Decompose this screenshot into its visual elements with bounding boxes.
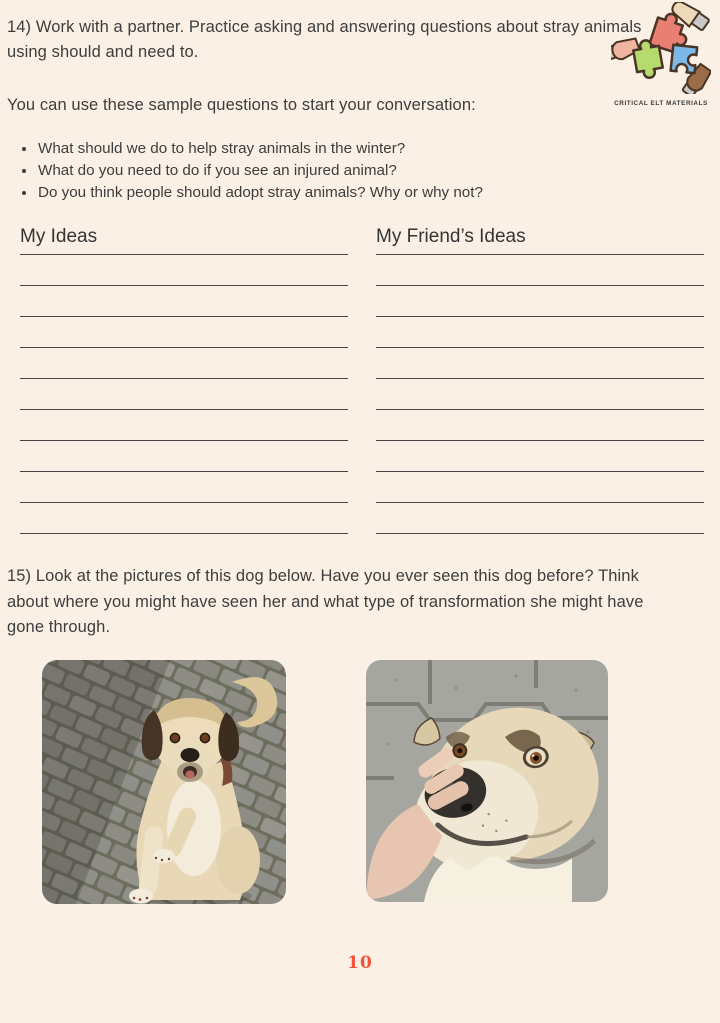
writing-line	[376, 255, 704, 286]
writing-line	[20, 317, 348, 348]
dog-photo-closeup	[366, 660, 608, 902]
friends-ideas-column	[376, 227, 704, 534]
writing-line	[376, 410, 704, 441]
writing-line	[20, 286, 348, 317]
writing-line	[20, 441, 348, 472]
writing-line	[376, 472, 704, 503]
writing-line	[376, 317, 704, 348]
writing-line	[20, 503, 348, 534]
writing-line	[376, 441, 704, 472]
my-ideas-lines	[20, 255, 348, 534]
task14-intro: You can use these sample questions to start your conversation:	[7, 95, 476, 114]
sample-questions-list	[7, 138, 720, 204]
brand-logo-caption: CRITICAL ELT MATERIALS	[614, 100, 708, 107]
writing-line	[376, 348, 704, 379]
writing-line	[376, 503, 704, 534]
sample-question: • Do you think people should adopt stray animals? Why or why not?	[37, 182, 720, 204]
dog-sitting-illustration	[42, 660, 286, 904]
writing-line	[376, 286, 704, 317]
friends-ideas-header: My Friend’s Ideas	[376, 227, 704, 255]
writing-line	[20, 472, 348, 503]
ideas-columns	[20, 227, 704, 534]
sample-question: • What should we do to help stray animals in the winter?	[37, 138, 720, 160]
friends-ideas-lines	[376, 255, 704, 534]
task14-prompt: 14) Work with a partner. Practice asking and answering questions about stray animals using should and need to.	[7, 18, 642, 62]
page-number: 10	[347, 953, 373, 973]
dog-closeup-illustration	[366, 660, 608, 902]
dog-photo-sitting	[42, 660, 286, 904]
writing-line	[20, 379, 348, 410]
writing-line	[376, 379, 704, 410]
my-ideas-column	[20, 227, 348, 534]
my-ideas-header: My Ideas	[20, 227, 348, 255]
writing-line	[20, 410, 348, 441]
writing-line	[20, 348, 348, 379]
writing-line	[20, 255, 348, 286]
sample-question: • What do you need to do if you see an injured animal?	[37, 160, 720, 182]
task15-prompt: 15) Look at the pictures of this dog below. Have you ever seen this dog before? Think about where you might have seen her and what type of transformation she might have gone through.	[7, 567, 644, 637]
dog-photos-row	[42, 660, 720, 904]
